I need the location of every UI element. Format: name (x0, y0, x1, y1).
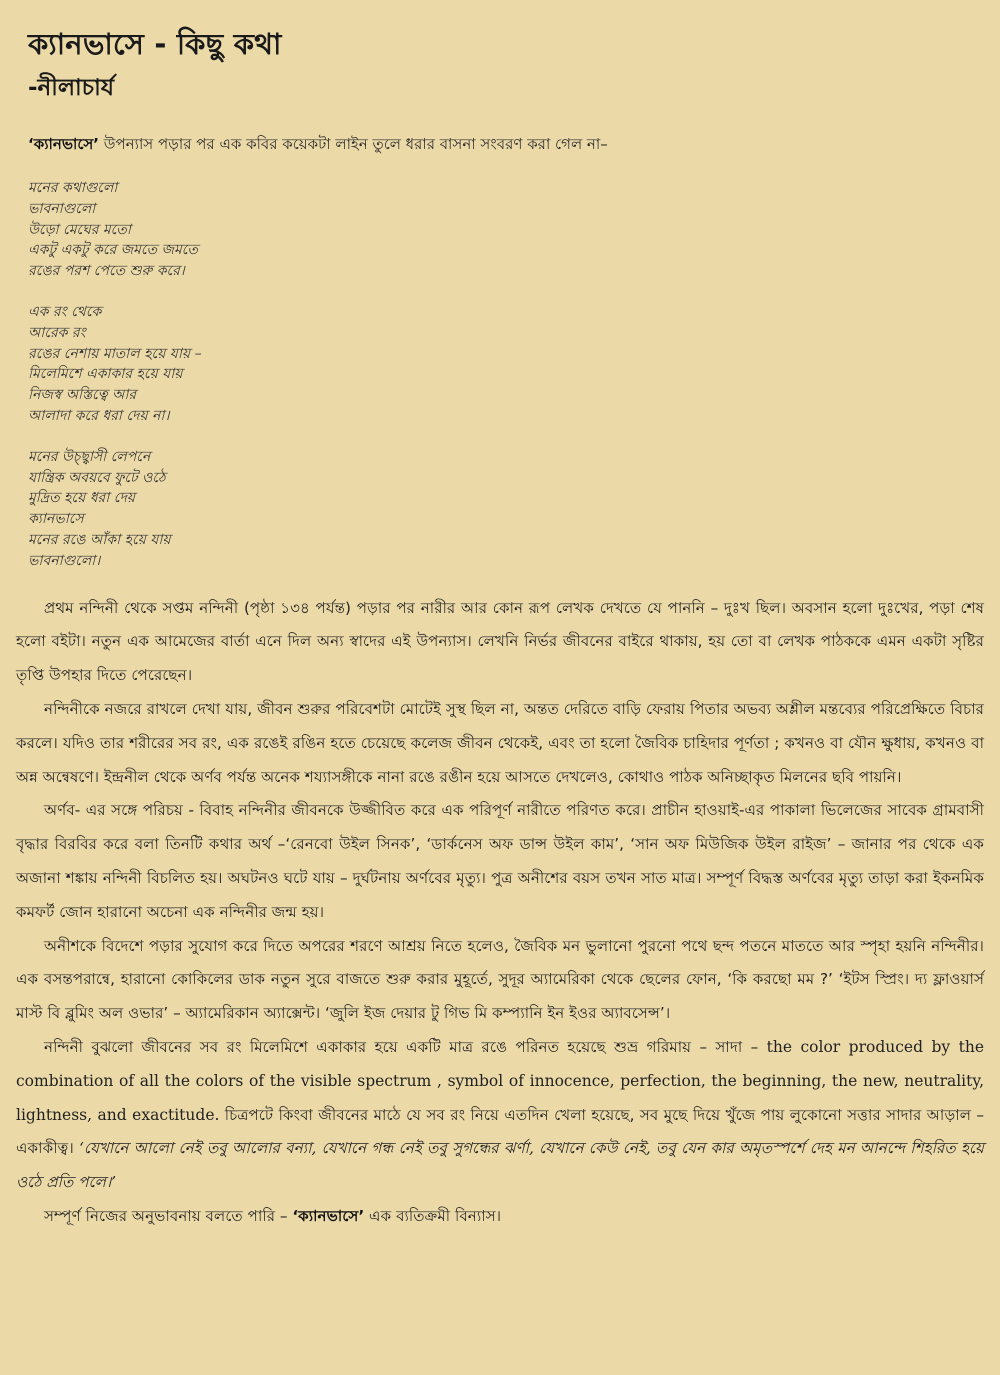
poem-line: এক রং থেকে (28, 303, 102, 320)
intro-line (28, 132, 984, 156)
paragraph-6-book-title: ‘ক্যানভাসে’ (292, 1206, 365, 1225)
paragraph-1: প্রথম নন্দিনী থেকে সপ্তম নন্দিনী (পৃষ্ঠা ১৩৪ পর্যন্ত) পড়ার পর নারীর আর কোন রূপ লেখক দেখতে যে পাননি – দুঃখ ছিল। অবসান হলো দুঃখের, পড়া শেষ হলো বইটা। নতুন এক আমেজের বার্তা এনে দিল অন্য স্বাদের এই উপন্যাস। লেখনি নির্ভর জীবনের বাইরে থাকায়, হয় তো বা লেখক পাঠককে এমন একটা সৃষ্টির তৃপ্তি উপহার দিতে পেরেছেন। (16, 598, 984, 685)
poem-line: আরেক রং (28, 324, 86, 341)
poem-line: যান্ত্রিক অবয়বে ফুটে ওঠে (28, 469, 166, 486)
paragraph-5-text-cont: চিত্রপটে কিংবা জীবনের মাঠে যে সব রং নিয়ে এতদিন খেলা হয়েছে, সব মুছে দিয়ে খুঁজে পায় লুকোনো সত্তার সাদার আড়াল – একাকীত্ব। (16, 1105, 985, 1158)
paragraph-5 (16, 1031, 984, 1200)
intro-text: উপন্যাস পড়ার পর এক কবির কয়েকটা লাইন তুলে ধরার বাসনা সংবরণ করা গেল না– (99, 135, 608, 153)
paragraph-3: অর্ণব- এর সঙ্গে পরিচয় - বিবাহ নন্দিনীর জীবনকে উজ্জীবিত করে এক পরিপূর্ণ নারীতে পরিণত করে। প্রাচীন হাওয়াই-এর পাকালা ভিলেজের সাবেক গ্রামবাসী বৃদ্ধার বিরবির করে বলা তিনটি কথার অর্থ –‘রেনবো উইল সিনক’, ‘ডার্কনেস অফ ডান্স উইল কাম’, ‘সান অফ মিউজিক উইল রাইজ’ – জানার পর থেকে এক অজানা শঙ্কায় নন্দিনী বিচলিত হয়। অঘটনও ঘটে যায় – দুর্ঘটনায় অর্ণবের মৃত্যু। পুত্র অনীশের বয়স তখন সাত মাত্র। সম্পূর্ণ বিদ্ধস্ত অর্ণবের মৃত্যু তাড়া করা ইকনমিক কমফর্ট জোন হারানো অচেনা এক নন্দিনীর জন্ম হয়। (16, 801, 984, 921)
poem-line: মনের উচ্ছ্বাসী লেপনে (28, 448, 151, 465)
intro-book-title: ‘ক্যানভাসে’ (28, 135, 100, 153)
poem-stanza-3 (28, 447, 984, 572)
paragraph-2: নন্দিনীকে নজরে রাখলে দেখা যায়, জীবন শুরুর পরিবেশটা মোটেই সুস্থ ছিল না, অন্তত দেরিতে বাড়ি ফেরায় পিতার অভব্য অশ্লীল মন্তব্যের পরিপ্রেক্ষিতে বিচার করলে। যদিও তার শরীরের সব রং, এক রঙেই রঙিন হতে চেয়েছে কলেজ জীবন থেকেই, এবং তা হলো জৈবিক চাহিদার পূর্ণতা ; কখনও বা যৌন ক্ষুধায়, কখনও বা অন্ন অন্বেষণে। ইন্দ্রনীল থেকে অর্ণব পর্যন্ত অনেক শয্যাসঙ্গীকে নানা রঙে রঙীন হয়ে আসতে দেখলেও, কোথাও পাঠক অনিচ্ছাকৃত মিলনের ছবি পায়নি। (16, 699, 984, 786)
poem-line: মিলেমিশে একাকার হয়ে যায় (28, 366, 183, 383)
poem-line: মনের রঙে আঁকা হয়ে যায় (28, 531, 171, 548)
paragraph-5-text: নন্দিনী বুঝলো জীবনের সব রং মিলেমিশে একাকার হয়ে একটি মাত্র রঙে পরিনত হয়েছে শুভ্র গরিমায় – সাদা – (44, 1037, 759, 1056)
poem-line: ভাবনাগুলো (28, 200, 96, 217)
paragraph-5-english: the color produced by the combination of all the colors of the visible spectrum , symbol of innocence, perfection, the beginning, the new, neutrality, lightness, and exactitude. (16, 1037, 985, 1124)
poem (28, 178, 984, 572)
poem-line: একটু একটু করে জমতে জমতে (28, 242, 198, 259)
paragraph-6 (16, 1200, 984, 1234)
poem-line: আলাদা করে ধরা দেয় না। (28, 407, 170, 424)
poem-line: ক্যানভাসে (28, 511, 84, 528)
author-name: -নীলাচার্য (28, 75, 114, 101)
poem-stanza-1 (28, 178, 984, 282)
paragraph-6-text-end: এক ব্যতিক্রমী বিন্যাস। (364, 1206, 502, 1225)
poem-line: রঙের নেশায় মাতাল হয়ে যায় – (28, 345, 202, 362)
paragraph-4: অনীশকে বিদেশে পড়ার সুযোগ করে দিতে অপরের শরণে আশ্রয় নিতে হলেও, জৈবিক মন ভুলানো পুরনো পথে ছন্দ পতনে মাততে আর স্পৃহা হয়নি নন্দিনীর। এক বসন্তপরান্বে, হারানো কোকিলের ডাক নতুন সুরে বাজতে শুরু করার মুহূর্তে, সুদূর অ্যামেরিকা থেকে ছেলের ফোন, ‘কি করছো মম ?’ ‘ইটস স্প্রিং। দ্য ফ্লাওয়ার্স মাস্ট বি ব্লুমিং অল ওভার’ – অ্যামেরিকান অ্যাক্সেন্ট। ‘জুলি ইজ দেয়ার টু গিভ মি কম্প্যানি ইন ইওর অ্যাবসেন্স’। (16, 936, 984, 1023)
poem-line: উড়ো মেঘের মতো (28, 221, 131, 238)
poem-line: নিজস্ব অস্তিত্বে আর (28, 387, 137, 404)
poem-line: মনের কথাগুলো (28, 180, 118, 196)
poem-line: ভাবনাগুলো। (28, 552, 101, 569)
page-title: ক্যানভাসে - কিছু কথা (28, 27, 282, 61)
poem-line: মুদ্রিত হয়ে ধরা দেয় (28, 490, 136, 507)
paragraph-5-quote: ‘যেখানে আলো নেই তবু আলোর বন্যা, যেখানে গন্ধ নেই তবু সুগন্ধের ঝর্ণা, যেখানে কেউ নেই, তবু যেন কার অমৃতস্পর্শে দেহ মন আনন্দে শিহরিত হয়ে ওঠে প্রতি পলে।’ (16, 1139, 984, 1192)
paragraph-6-text: সম্পূর্ণ নিজের অনুভাবনায় বলতে পারি – (44, 1206, 293, 1225)
poem-line: রঙের পরশ পেতে শুরু করে। (28, 263, 185, 280)
review-body (16, 592, 984, 1234)
poem-stanza-2 (28, 302, 984, 427)
